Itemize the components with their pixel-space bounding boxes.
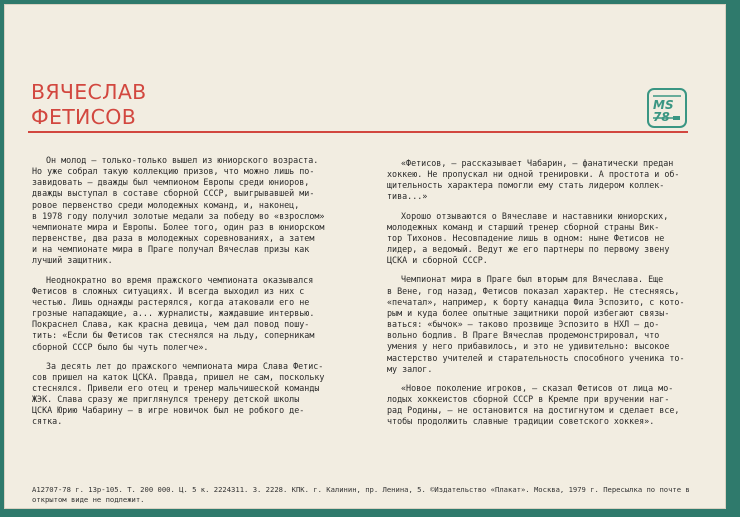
paragraph: Чемпионат мира в Праге был вторым для Вячеслава. Еще в Вене, год назад, Фетисов показал характер. Не стесняясь, «печатал», например, к борту канадца Фила Эспозито, с кото- рым и куда более опытные защитники порой избегают связы- ваться: «бычок» — таково прозвище Эспозито в НХЛ — до- вольно бодлив. В Праге Вячеслав продемонстрировал, что умения у него прибавилось, и это не удивительно: высокое мастерство учителей и старательность способного ученика то- му залог. xyxy=(387,274,685,374)
postcard xyxy=(4,4,726,509)
publisher-imprint: А12707-78 г. 13р-105. Т. 200 000. Ц. 5 к. 2224311. З. 2228. КПК. г. Калинин, пр. Ленина, 5. ©Издательство «Плакат». Москва, 1979 г. Пересылка по почте в открытом виде не подлежит. xyxy=(32,485,690,504)
title-last-name: ФЕТИСОВ xyxy=(31,105,137,129)
right-column xyxy=(387,158,692,435)
championship-logo-icon xyxy=(647,88,687,128)
paragraph: За десять лет до пражского чемпионата мира Слава Фетис- сов пришел на каток ЦСКА. Правда, пришел не сам, поскольку стеснялся. Привели его отец и тренер мальчишеской команды ЖЭК. Слава сразу же приглянулся тренеру детской школы ЦСКА Юрию Чабарину — в игре новичок был не робкого де- сятка. xyxy=(32,360,325,427)
paragraph: Он молод — только-только вышел из юниорского возраста. Но уже собрал такую коллекцию призов, что можно лишь по- завидовать — дважды был чемпионом Европы среди юниоров, дважды выступал в составе сборной СССР, выигрывавшей ми- ровое первенство среди молодежных команд, и, наконец, в 1978 году получил золотые медали за победу во «взрослом» чемпионате мира и Европы. Более того, один раз в юниорском первенстве, два раза в молодежных соревнованиях, а затем и на чемпионате мира в Праге получал Вячеслав призы как лучший защитник. xyxy=(32,155,325,266)
paragraph: «Новое поколение игроков, — сказал Фетисов от лица мо- лодых хоккеистов сборной СССР в Кремле при вручении наг- рад Родины, — не остановится на достигнутом и сделает все, чтобы продолжить славные традиции советского хоккея». xyxy=(387,382,680,427)
paragraph: Хорошо отзываются о Вячеславе и наставники юниорских, молодежных команд и старший тренер сборной страны Вик- тор Тихонов. Несовпадение лишь в одном: ныне Фетисов не лидер, а ведомый. Ведут же его партнеры по первому звену ЦСКА и сборной СССР. xyxy=(387,210,670,266)
logo-label: MS 78 xyxy=(653,98,674,124)
title-first-name: ВЯЧЕСЛАВ xyxy=(31,80,147,104)
page-title xyxy=(31,80,147,130)
left-column xyxy=(32,155,362,436)
paragraph: Неоднократно во время пражского чемпионата оказывался Фетисов в сложных ситуациях. И всегда выходил из них с честью. Лишь однажды растерялся, когда атаковали его не грозные нападающие, а... журналисты, жаждавшие интервью. Покраснел Слава, как красна девица, чем дал повод пошу- тить: «Если бы Фетисов так стеснялся на льду, соперникам сборной СССР было бы чуть полегче». xyxy=(32,274,315,352)
title-divider xyxy=(28,131,688,133)
paragraph: «Фетисов, — рассказывает Чабарин, — фанатически предан хоккею. Не пропускал ни одной тренировки. А простота и об- щительность характера помогли ему стать лидером коллек- тива...» xyxy=(387,158,680,202)
